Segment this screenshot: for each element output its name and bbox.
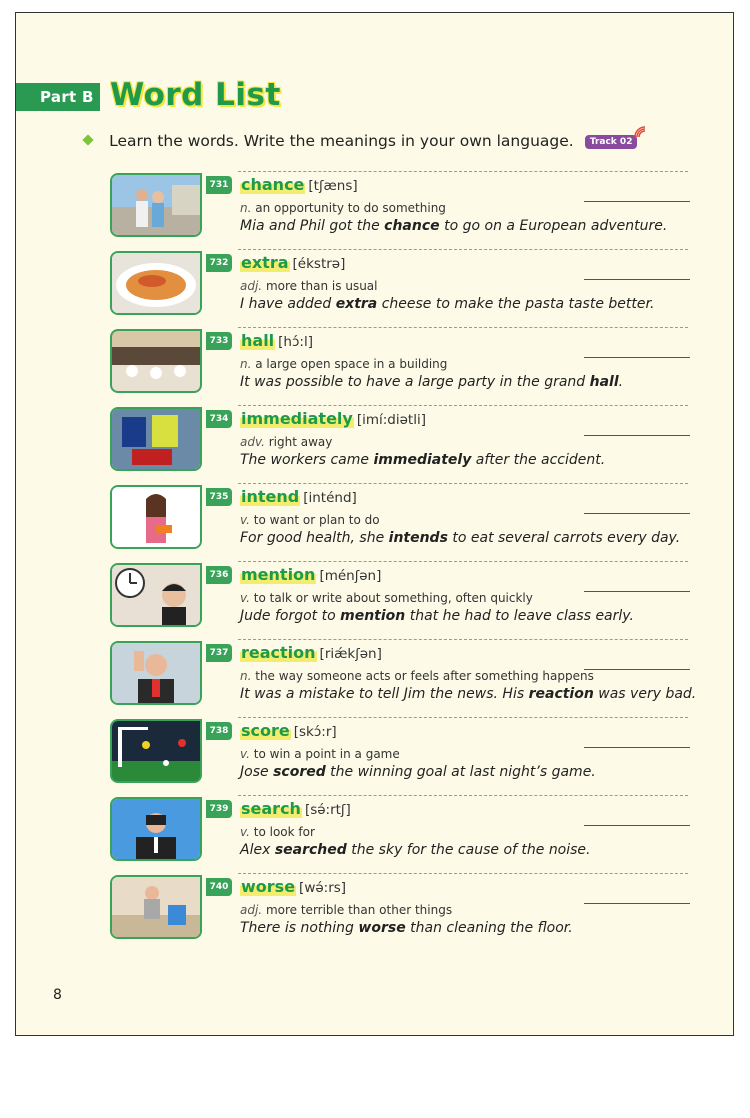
definition	[240, 591, 533, 605]
phonetic: [riǽkʃən]	[319, 646, 382, 662]
entry-number: 735	[206, 488, 232, 506]
part-of-speech: adv.	[240, 435, 265, 449]
part-of-speech: n.	[240, 201, 252, 215]
dashed-divider	[238, 327, 688, 328]
vocab-word: chance	[241, 175, 305, 194]
entry-number: 732	[206, 254, 232, 272]
part-of-speech: adj.	[240, 279, 263, 293]
word-line	[240, 253, 345, 272]
definition-text: more terrible than other things	[265, 903, 453, 917]
word-line	[240, 331, 313, 350]
girl-carrots-photo	[110, 485, 202, 549]
example-pre: Mia and Phil got the	[240, 218, 385, 234]
definition-text: the way someone acts or feels after something happens	[255, 669, 594, 683]
audio-wave-icon	[633, 125, 647, 139]
example-sentence	[240, 218, 667, 234]
part-of-speech: v.	[240, 747, 250, 761]
soccer-photo	[110, 719, 202, 783]
part-label: Part B	[16, 83, 100, 111]
definition-text: more than is usual	[265, 279, 378, 293]
dashed-divider	[238, 171, 688, 172]
vocab-word: hall	[241, 331, 275, 350]
example-pre: I have added	[240, 296, 336, 312]
word-line	[240, 877, 346, 896]
word-entry	[110, 563, 700, 633]
entry-number: 738	[206, 722, 232, 740]
word-entry	[110, 485, 700, 555]
phonetic: [inténd]	[303, 490, 357, 506]
vocab-word: extra	[241, 253, 289, 272]
couple-travel-photo	[110, 173, 202, 237]
vocab-word: intend	[241, 487, 300, 506]
example-bold: intends	[388, 530, 448, 546]
vocab-word: worse	[241, 877, 296, 896]
phonetic: [skɔ́:r]	[293, 724, 337, 740]
entry-number: 737	[206, 644, 232, 662]
example-pre: There is nothing	[240, 920, 359, 936]
example-post: the winning goal at last night’s game.	[325, 764, 596, 780]
man-phone-photo	[110, 641, 202, 705]
example-post: to eat several carrots every day.	[447, 530, 681, 546]
example-post: cheese to make the pasta taste better.	[377, 296, 655, 312]
meaning-answer-line[interactable]	[584, 279, 690, 280]
man-binoculars-photo	[110, 797, 202, 861]
phonetic: [sə́:rtʃ]	[304, 802, 351, 818]
definition-text: an opportunity to do something	[255, 201, 446, 215]
pasta-photo	[110, 251, 202, 315]
dashed-divider	[238, 483, 688, 484]
definition-text: right away	[268, 435, 333, 449]
phonetic: [ékstrə]	[292, 256, 346, 272]
vocab-word: score	[241, 721, 290, 740]
vocab-word: reaction	[241, 643, 316, 662]
part-of-speech: n.	[240, 357, 252, 371]
word-entry	[110, 641, 700, 711]
example-bold: mention	[340, 608, 406, 624]
example-bold: reaction	[528, 686, 594, 702]
example-pre: Jude forgot to	[240, 608, 341, 624]
definition	[240, 513, 380, 527]
word-line	[240, 487, 357, 506]
example-bold: scored	[273, 764, 326, 780]
phonetic: [imí:diətli]	[356, 412, 426, 428]
dashed-divider	[238, 717, 688, 718]
example-bold: immediately	[373, 452, 472, 468]
example-pre: It was a mistake to tell Jim the news. His	[240, 686, 529, 702]
example-pre: Jose	[240, 764, 274, 780]
example-post: than cleaning the floor.	[405, 920, 573, 936]
example-sentence	[240, 452, 605, 468]
meaning-answer-line[interactable]	[584, 513, 690, 514]
definition	[240, 279, 378, 293]
word-entry	[110, 329, 700, 399]
entry-number: 739	[206, 800, 232, 818]
example-post: was very bad.	[593, 686, 697, 702]
definition-text: to want or plan to do	[253, 513, 380, 527]
dashed-divider	[238, 873, 688, 874]
phonetic: [wə́:rs]	[299, 880, 347, 896]
vocab-word: mention	[241, 565, 316, 584]
phonetic: [ménʃən]	[319, 568, 382, 584]
part-of-speech: adj.	[240, 903, 263, 917]
example-post: the sky for the cause of the noise.	[346, 842, 591, 858]
definition	[240, 357, 447, 371]
example-bold: chance	[384, 218, 440, 234]
meaning-answer-line[interactable]	[584, 201, 690, 202]
definition	[240, 201, 446, 215]
meaning-answer-line[interactable]	[584, 825, 690, 826]
paramedics-photo	[110, 407, 202, 471]
part-of-speech: v.	[240, 591, 250, 605]
vocab-word: search	[241, 799, 301, 818]
word-entry	[110, 407, 700, 477]
entry-number: 740	[206, 878, 232, 896]
word-entry	[110, 173, 700, 243]
example-sentence	[240, 920, 573, 936]
example-sentence	[240, 842, 591, 858]
page-title: Word List	[110, 77, 281, 113]
phonetic: [hɔ́:l]	[278, 334, 313, 350]
dashed-divider	[238, 561, 688, 562]
meaning-answer-line[interactable]	[584, 591, 690, 592]
example-pre: It was possible to have a large party in the grand	[240, 374, 590, 390]
word-line	[240, 799, 351, 818]
definition	[240, 747, 400, 761]
dashed-divider	[238, 795, 688, 796]
word-entry	[110, 875, 700, 945]
dashed-divider	[238, 405, 688, 406]
example-pre: Alex	[240, 842, 275, 858]
example-post: .	[618, 374, 624, 390]
example-bold: worse	[358, 920, 406, 936]
example-sentence	[240, 530, 680, 546]
definition	[240, 825, 315, 839]
example-sentence	[240, 686, 696, 702]
example-post: to go on a European adventure.	[439, 218, 668, 234]
definition	[240, 903, 452, 917]
example-sentence	[240, 608, 634, 624]
word-line	[240, 721, 337, 740]
example-sentence	[240, 296, 654, 312]
word-entry	[110, 797, 700, 867]
word-line	[240, 175, 358, 194]
example-sentence	[240, 374, 623, 390]
word-line	[240, 565, 381, 584]
example-bold: searched	[274, 842, 347, 858]
meaning-answer-line[interactable]	[584, 357, 690, 358]
example-sentence	[240, 764, 596, 780]
instruction-text: Learn the words. Write the meanings in your own language.	[109, 132, 574, 150]
audio-track-badge[interactable]	[585, 135, 638, 149]
example-bold: extra	[335, 296, 378, 312]
entry-number: 733	[206, 332, 232, 350]
example-bold: hall	[589, 374, 619, 390]
entry-number: 736	[206, 566, 232, 584]
phonetic: [tʃæns]	[308, 178, 358, 194]
woman-cleaning-photo	[110, 875, 202, 939]
meaning-answer-line[interactable]	[584, 669, 690, 670]
example-pre: The workers came	[240, 452, 374, 468]
definition	[240, 669, 594, 683]
vocab-word: immediately	[241, 409, 353, 428]
definition	[240, 435, 332, 449]
meaning-answer-line[interactable]	[584, 435, 690, 436]
banquet-hall-photo	[110, 329, 202, 393]
meaning-answer-line[interactable]	[584, 747, 690, 748]
page-number: 8	[53, 987, 62, 1003]
definition-text: to win a point in a game	[253, 747, 400, 761]
definition-text: to talk or write about something, often quickly	[253, 591, 533, 605]
example-pre: For good health, she	[240, 530, 389, 546]
track-label: Track 02	[589, 137, 633, 147]
dashed-divider	[238, 249, 688, 250]
part-of-speech: n.	[240, 669, 252, 683]
word-line	[240, 643, 382, 662]
instruction-line	[84, 131, 637, 151]
workbook-page	[15, 12, 734, 1036]
dashed-divider	[238, 639, 688, 640]
part-of-speech: v.	[240, 825, 250, 839]
word-entry	[110, 719, 700, 789]
entry-number: 734	[206, 410, 232, 428]
word-line	[240, 409, 426, 428]
example-post: after the accident.	[471, 452, 606, 468]
word-entry	[110, 251, 700, 321]
definition-text: to look for	[253, 825, 315, 839]
boy-clock-photo	[110, 563, 202, 627]
meaning-answer-line[interactable]	[584, 903, 690, 904]
bullet-diamond-icon	[82, 134, 93, 145]
example-post: that he had to leave class early.	[405, 608, 634, 624]
definition-text: a large open space in a building	[255, 357, 448, 371]
part-of-speech: v.	[240, 513, 250, 527]
entry-number: 731	[206, 176, 232, 194]
